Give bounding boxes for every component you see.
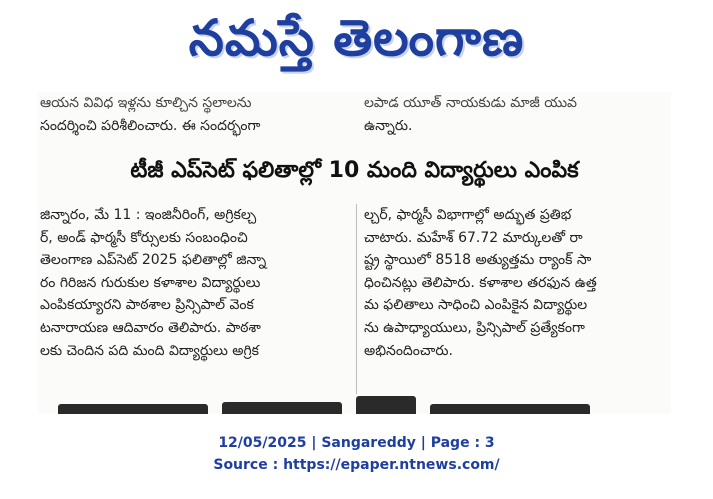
text-line: సందర్శించి పరిశీలించారు. ఈ సందర్భంగా [40,117,261,134]
clipping-footer [0,432,713,476]
text-line: ఎంపికయ్యారని పాఠశాల ప్రిన్సిపాల్ వెంక [40,297,254,314]
article-body-right [364,204,669,362]
text-line: ఆయన వివిధ ఇళ్లను కూల్చిన స్థలాలను [40,95,252,111]
text-line: చాటారు. మహేశ్ 67.72 మార్కులతో రా [364,229,583,246]
cut-glyphs [356,396,416,414]
column-divider [356,204,357,394]
article-headline: టీజీ ఎప్‌సెట్ ఫలితాల్లో 10 మంది విద్యార్థులు ఎంపిక [130,158,579,183]
text-line: అభినందించారు. [364,342,453,359]
cut-glyphs [222,402,342,414]
text-line: మ ఫలితాలు సాధించి ఎంపికైన విద్యార్థుల [364,297,588,314]
text-line: ర్, అండ్ ఫార్మసీ కోర్సులకు సంబంధించి [40,229,248,246]
next-headline-cutoff [38,396,671,414]
text-line: తెలంగాణ ఎప్‌సెట్ 2025 ఫలితాల్లో జిన్నా [40,252,267,269]
cut-glyphs [58,404,208,414]
newspaper-clipping [38,92,671,414]
text-line: లకు చెందిన పది మంది విద్యార్థులు అగ్రిక [40,342,259,359]
newspaper-logo: నమస్తే తెలంగాణ [188,8,525,67]
previous-article-right [364,92,669,137]
cut-glyphs [430,404,590,414]
clipping-meta: 12/05/2025 | Sangareddy | Page : 3 [218,435,495,451]
text-line: ష్ట్ర స్థాయిలో 8518 అత్యుత్తమ ర్యాంక్ సా [364,252,592,269]
text-line: ధించినట్లు తెలిపారు. కళాశాల తరఫున ఉత్త [364,274,597,291]
text-line: ఉన్నారు. [364,117,413,134]
text-line: లపాడ యూత్ నాయకుడు మాజీ యువ [364,95,578,111]
text-line: ల్చర్, ఫార్మసీ విభాగాల్లో అద్భుత ప్రతిభ [364,207,572,223]
previous-article-left [40,92,352,137]
article-body-left [40,204,352,362]
text-line: జిన్నారం, మే 11 : ఇంజినీరింగ్, అగ్రికల్చ [40,207,257,223]
text-line: ను ఉపాధ్యాయులు, ప్రిన్సిపాల్ ప్రత్యేకంగా [364,319,585,336]
text-line: టనారాయణ ఆదివారం తెలిపారు. పాఠశా [40,319,261,336]
source-link[interactable]: Source : https://epaper.ntnews.com/ [213,457,500,473]
masthead [0,0,713,88]
text-line: రం గిరిజన గురుకుల కళాశాల విద్యార్థులు [40,274,261,291]
